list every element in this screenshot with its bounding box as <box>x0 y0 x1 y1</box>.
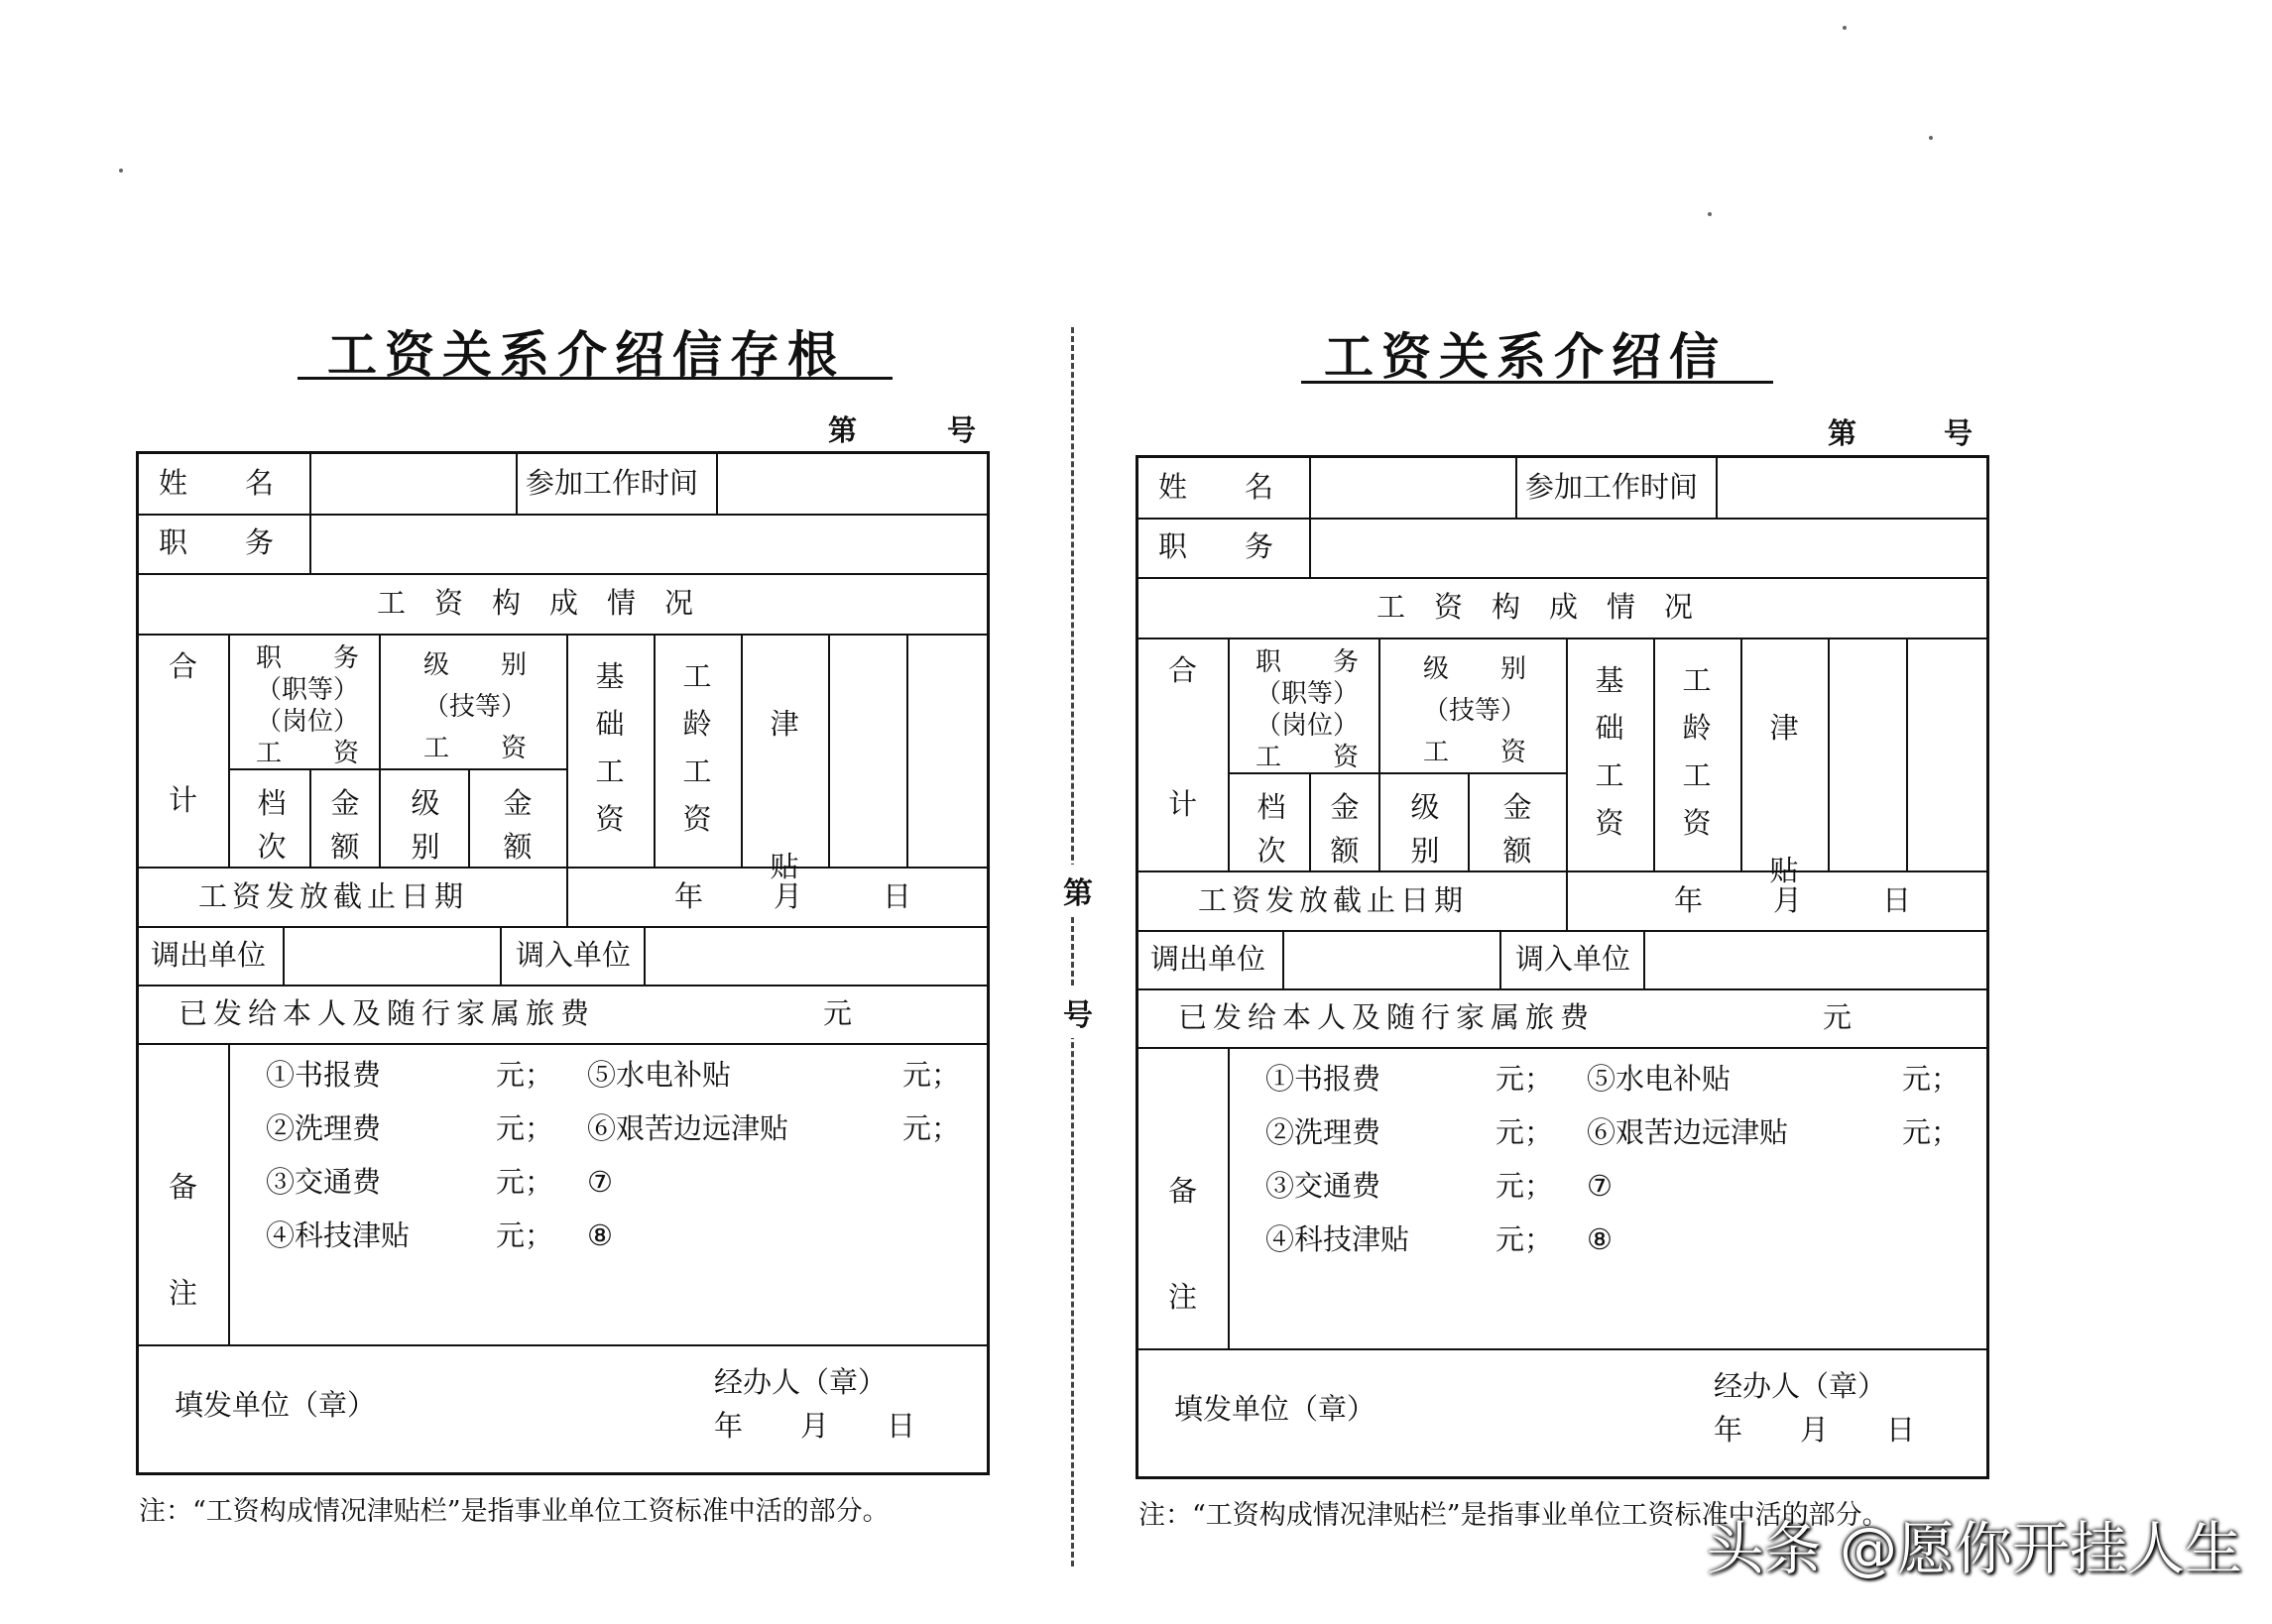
allowance-header: 津 贴 <box>770 707 799 883</box>
center-number-di: 第 <box>1063 865 1093 916</box>
cutoff-year: 年 <box>674 879 704 913</box>
letter-form <box>1136 455 1989 1479</box>
item-3: ③交通费 <box>266 1165 382 1199</box>
total-top: 合 <box>169 649 198 683</box>
yuan-1: 元； <box>496 1058 554 1092</box>
item-4: ④科技津贴 <box>1265 1222 1410 1256</box>
item-7: ⑦ <box>587 1165 613 1199</box>
ji-bie: 级 别 <box>1410 790 1440 868</box>
item-7: ⑦ <box>1587 1169 1613 1203</box>
yuan-2: 元； <box>496 1111 554 1145</box>
item-1: ①书报费 <box>1265 1062 1381 1096</box>
position-label: 职 务 <box>1158 529 1274 563</box>
item-3: ③交通费 <box>1265 1169 1381 1203</box>
item-6: ⑥艰苦边远津贴 <box>1587 1115 1789 1149</box>
out-unit-label: 调出单位 <box>151 938 267 972</box>
item-2: ②洗理费 <box>266 1111 382 1145</box>
letter-number-di: 第 <box>1828 416 1857 450</box>
in-unit-label: 调入单位 <box>516 938 632 972</box>
remark-top: 备 <box>169 1170 198 1204</box>
stub-title: 工资关系介绍信存根 <box>327 325 845 384</box>
post-salary-header: 职 务 （职等） （岗位） 工 资 <box>255 643 359 768</box>
item-8: ⑧ <box>587 1218 613 1252</box>
yuan-6: 元； <box>1902 1115 1961 1149</box>
name-label: 姓 名 <box>159 466 275 500</box>
item-8: ⑧ <box>1587 1222 1613 1256</box>
remark-top: 备 <box>1168 1174 1198 1208</box>
stub-form <box>136 451 990 1475</box>
salary-section-heading: 工 资 构 成 情 况 <box>1376 590 1694 624</box>
yuan-5: 元； <box>1902 1062 1961 1096</box>
allowance-header: 津 贴 <box>1769 711 1799 887</box>
perforation-line <box>1071 327 1074 1566</box>
yuan-4: 元； <box>1495 1222 1554 1256</box>
yuan-3: 元； <box>1495 1169 1554 1203</box>
item-4: ④科技津贴 <box>266 1218 411 1252</box>
total-bottom: 计 <box>169 783 198 817</box>
cutoff-month: 月 <box>1773 883 1803 917</box>
yuan-5: 元； <box>902 1058 961 1092</box>
salary-section-heading: 工 资 构 成 情 况 <box>377 586 694 620</box>
grade-salary-header: 级 别 （技等） 工 资 <box>422 650 527 763</box>
stub-footnote: 注：“工资构成情况津贴栏”是指事业单位工资标准中活的部分。 <box>139 1496 890 1527</box>
jin-e: 金 额 <box>330 786 360 864</box>
issuer-label: 填发单位（章） <box>175 1388 377 1422</box>
yuan-3: 元； <box>496 1165 554 1199</box>
travel-label: 已发给本人及随行家属旅费 <box>1178 1000 1596 1034</box>
letter-number-hao: 号 <box>1944 416 1973 450</box>
letter-title-underline <box>1301 381 1773 384</box>
stub-title-underline <box>298 377 893 380</box>
item-6: ⑥艰苦边远津贴 <box>587 1111 789 1145</box>
cutoff-day: 日 <box>1882 883 1912 917</box>
speck <box>119 169 123 173</box>
remark-bottom: 注 <box>1168 1280 1198 1314</box>
grade-salary-header: 级 别 （技等） 工 资 <box>1422 654 1526 767</box>
item-5: ⑤水电补贴 <box>587 1058 732 1092</box>
position-label: 职 务 <box>159 525 275 559</box>
handler-label: 经办人（章） <box>1714 1369 1887 1403</box>
jin-e-2: 金 额 <box>1502 790 1532 868</box>
stub-number-di: 第 <box>828 413 858 447</box>
cutoff-year: 年 <box>1674 883 1704 917</box>
total-top: 合 <box>1168 653 1198 687</box>
yuan-2: 元； <box>1495 1115 1554 1149</box>
basic-salary-header: 基 础 工 资 <box>595 659 625 836</box>
center-number-hao: 号 <box>1063 986 1093 1038</box>
cutoff-label: 工资发放截止日期 <box>1198 883 1469 917</box>
travel-label: 已发给本人及随行家属旅费 <box>179 996 596 1030</box>
letter-title: 工资关系介绍信 <box>1324 327 1727 386</box>
stub-number-hao: 号 <box>947 413 977 447</box>
ji-bie: 级 别 <box>411 786 440 864</box>
basic-salary-header: 基 础 工 资 <box>1595 663 1624 840</box>
post-salary-header: 职 务 （职等） （岗位） 工 资 <box>1255 647 1359 772</box>
speck <box>1929 136 1933 140</box>
yuan-1: 元； <box>1495 1062 1554 1096</box>
travel-yuan: 元 <box>1823 1000 1853 1034</box>
out-unit-label: 调出单位 <box>1150 942 1266 976</box>
cutoff-label: 工资发放截止日期 <box>198 879 469 913</box>
remark-bottom: 注 <box>169 1276 198 1310</box>
handler-date: 年 月 日 <box>714 1409 916 1443</box>
handler-date: 年 月 日 <box>1714 1413 1916 1447</box>
jin-e-2: 金 额 <box>503 786 533 864</box>
watermark: 头条 @愿你开挂人生 <box>1706 1515 2242 1582</box>
name-label: 姓 名 <box>1158 470 1274 504</box>
work-start-label: 参加工作时间 <box>1525 470 1699 504</box>
seniority-salary-header: 工 龄 工 资 <box>1682 663 1712 840</box>
seniority-salary-header: 工 龄 工 资 <box>682 659 712 836</box>
item-2: ②洗理费 <box>1265 1115 1381 1149</box>
cutoff-day: 日 <box>883 879 912 913</box>
handler-label: 经办人（章） <box>714 1365 888 1399</box>
item-1: ①书报费 <box>266 1058 382 1092</box>
letter-footnote: 注：“工资构成情况津贴栏”是指事业单位工资标准中活的部分。 <box>1138 1500 1889 1531</box>
total-bottom: 计 <box>1168 787 1198 821</box>
yuan-6: 元； <box>902 1111 961 1145</box>
speck <box>1708 212 1712 216</box>
jin-e: 金 额 <box>1330 790 1360 868</box>
work-start-label: 参加工作时间 <box>526 466 699 500</box>
dang-ci: 档 次 <box>257 786 287 864</box>
issuer-label: 填发单位（章） <box>1174 1392 1376 1426</box>
speck <box>1843 26 1847 30</box>
travel-yuan: 元 <box>823 996 853 1030</box>
dang-ci: 档 次 <box>1256 790 1286 868</box>
item-5: ⑤水电补贴 <box>1587 1062 1732 1096</box>
cutoff-month: 月 <box>774 879 803 913</box>
yuan-4: 元； <box>496 1218 554 1252</box>
in-unit-label: 调入单位 <box>1515 942 1631 976</box>
